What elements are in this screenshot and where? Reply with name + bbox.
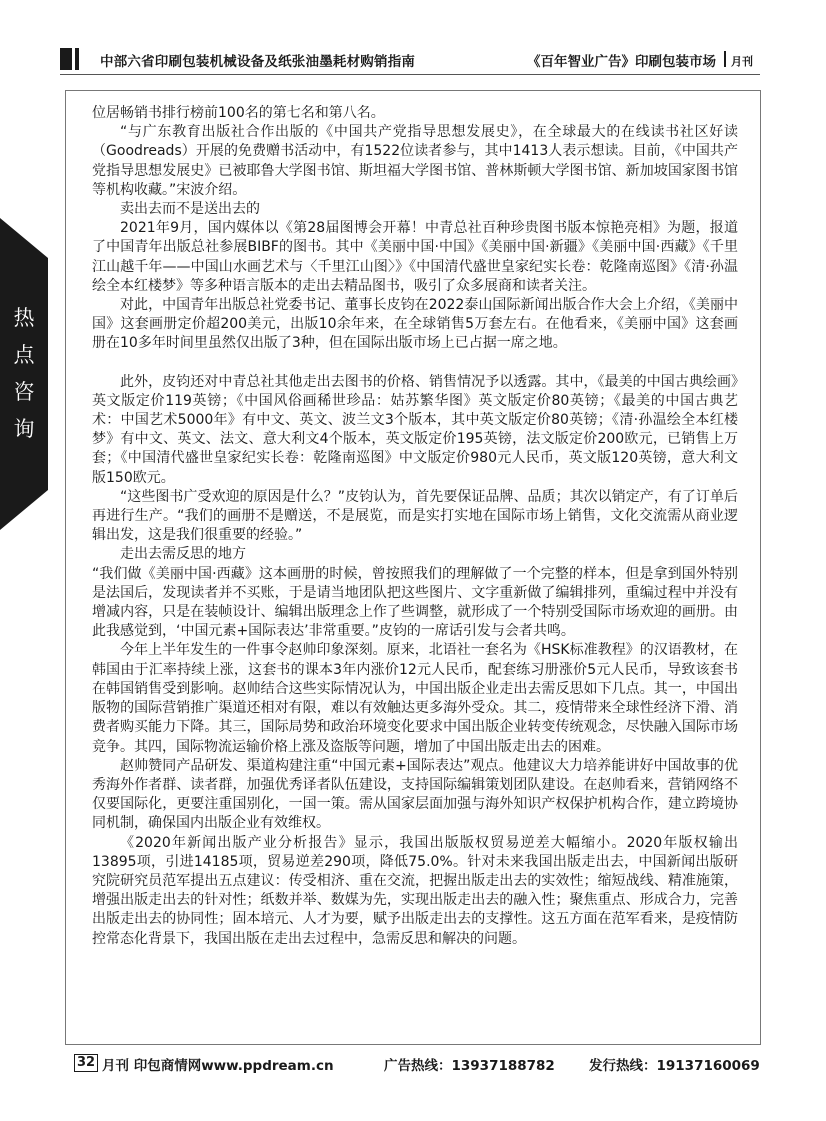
paragraph: 位居畅销书排行榜前100名的第七名和第八名。 (92, 105, 385, 121)
header-monthly-label: 月刊 (731, 55, 753, 68)
article-body (92, 104, 738, 949)
side-char: 咨 (13, 380, 35, 404)
footer-site: 月刊 印包商情网www.ppdream.cn (102, 1058, 334, 1074)
side-char: 询 (13, 417, 35, 441)
paragraph: 《2020年新闻出版产业分析报告》显示，我国出版版权贸易逆差大幅缩小。2020年版权输出13895项，引进14185项，贸易逆差290项，降低75.0%。针对未来我国出版走出去，中国新闻出版研究院研究员范军提出五点建议：传受相济、重在交流，把握出版走出去的实效性；缩短战线、精准施策，增强出版走出去的针对性；纸数并举、数媒为先，实现出版走出去的融入性；聚焦重点、形成合力，完善出版走出去的协同性；固本培元、人才为要，赋予出版走出去的支撑性。这五方面在范军看来，是疫情防控常态化背景下，我国出版在走出去过程中，急需反思和解决的问题。 (92, 834, 738, 947)
footer-ad-hotline: 广告热线：13937188782 (384, 1058, 555, 1074)
section-heading: 卖出去而不是送出去的 (120, 201, 260, 218)
footer-sales-hotline: 发行热线：19137160069 (589, 1058, 760, 1074)
paragraph: 对此，中国青年出版总社党委书记、董事长皮钧在2022泰山国际新闻出版合作大会上介绍，《美丽中国》这套画册定价超200美元，出版10余年来，在全球销售5万套左右。在他看来，《美丽中国》这套画册在10多年时间里虽然仅出版了3种，但在国际出版市场上已占据一席之地。 (92, 297, 738, 352)
header-right-title: 《百年智业广告》印刷包装市场 (527, 54, 716, 70)
section-heading: 走出去需反思的地方 (120, 546, 246, 563)
side-section-tab (0, 218, 48, 530)
paragraph: 此外，皮钧还对中青总社其他走出去图书的价格、销售情况予以透露。其中，《最美的中国古典绘画》英文版定价119英镑；《中国风俗画稀世珍品：姑苏繁华图》英文版定价80英镑；《最美的中国古典艺术：中国艺术5000年》有中文、英文、波兰文3个版本，其中英文版定价80英镑；《清·孙温绘全本红楼梦》有中文、英文、法文、意大利文4个版本，英文版定价195英镑，法文版定价200欧元，已销售上万套；《中国清代盛世皇家纪实长卷：乾隆南巡图》中文版定价980元人民币，英文版120英镑，意大利文版150欧元。 (92, 373, 738, 486)
side-char: 点 (13, 343, 35, 367)
paragraph: “与广东教育出版社合作出版的《中国共产党指导思想发展史》，在全球最大的在线读书社区好读（Goodreads）开展的免费赠书活动中，有1522位读者参与，其中1413人表示想读。目前，《中国共产党指导思想发展史》已被耶鲁大学图书馆、斯坦福大学图书馆、普林斯顿大学图书馆、新加坡国家图书馆等机构收藏。”宋波介绍。 (92, 124, 738, 198)
header-mark (60, 48, 72, 70)
header-mark-thin (75, 48, 79, 70)
paragraph: “这些图书广受欢迎的原因是什么？”皮钧认为，首先要保证品牌、品质；其次以销定产，有了订单后再进行生产。“我们的画册不是赠送，不是展览，而是实打实地在国际市场上销售，文化交流需从商业逻辑出发，这是我们很重要的经验。” (92, 488, 738, 544)
paragraph: 今年上半年发生的一件事令赵帅印象深刻。原来，北语社一套名为《HSK标准教程》的汉语教材，在韩国由于汇率持续上涨，这套书的课本3年内涨价12元人民币，配套练习册涨价5元人民币，导致该套书在韩国销售受到影响。赵帅结合这些实际情况认为，中国出版企业走出去需反思如下几点。其一，中国出版物的国际营销推广渠道还相对有限，难以有效触达更多海外受众。其二，疫情带来全球性经济下滑、消费者购买能力下降。其三，国际局势和政治环境变化要求中国出版企业转变传统观念，尽快融入国际市场竞争。其四，国际物流运输价格上涨及盗版等问题，增加了中国出版走出去的困难。 (92, 642, 738, 755)
paragraph: 2021年9月，国内媒体以《第28届图博会开幕！中青总社百种珍贵图书版本惊艳亮相》为题，报道了中国青年出版总社参展BIBF的图书。其中《美丽中国·中国》《美丽中国·新疆》《美丽中国·西藏》《千里江山越千年——中国山水画艺术与〈千里江山图〉》《中国清代盛世皇家纪实长卷：乾隆南巡图》《清·孙温绘全本红楼梦》等多种语言版本的走出去精品图书，吸引了众多展商和读者关注。 (92, 220, 738, 294)
paragraph: “我们做《美丽中国·西藏》这本画册的时候，曾按照我们的理解做了一个完整的样本，但是拿到国外特别是法国后，发现读者并不买账，于是请当地团队把这些图片、文字重新做了编辑排列，重编过程中并没有增减内容，只是在装帧设计、编辑出版理念上作了些调整，就形成了一个特别受国际市场欢迎的画册。由此我感觉到，‘中国元素+国际表达’非常重要。”皮钧的一席话引发与会者共鸣。 (92, 565, 738, 640)
header-rule (60, 74, 760, 75)
paragraph: 赵帅赞同产品研发、渠道构建注重“中国元素+国际表达”观点。他建议大力培养能讲好中国故事的优秀海外作者群、读者群，加强优秀译者队伍建设，支持国际编辑策划团队建设。在赵帅看来，营销网络不仅要国际化，更要注重国别化，一国一策。需从国家层面加强与海外知识产权保护机构合作，建立跨境协同机制，确保国内出版企业有效维权。 (92, 757, 738, 832)
page-number: 32 (74, 1054, 98, 1072)
side-char: 热 (13, 306, 35, 330)
header-left-title: 中部六省印刷包装机械设备及纸张油墨耗材购销指南 (100, 54, 416, 70)
header-separator (724, 51, 726, 67)
side-tab-text (8, 300, 40, 448)
